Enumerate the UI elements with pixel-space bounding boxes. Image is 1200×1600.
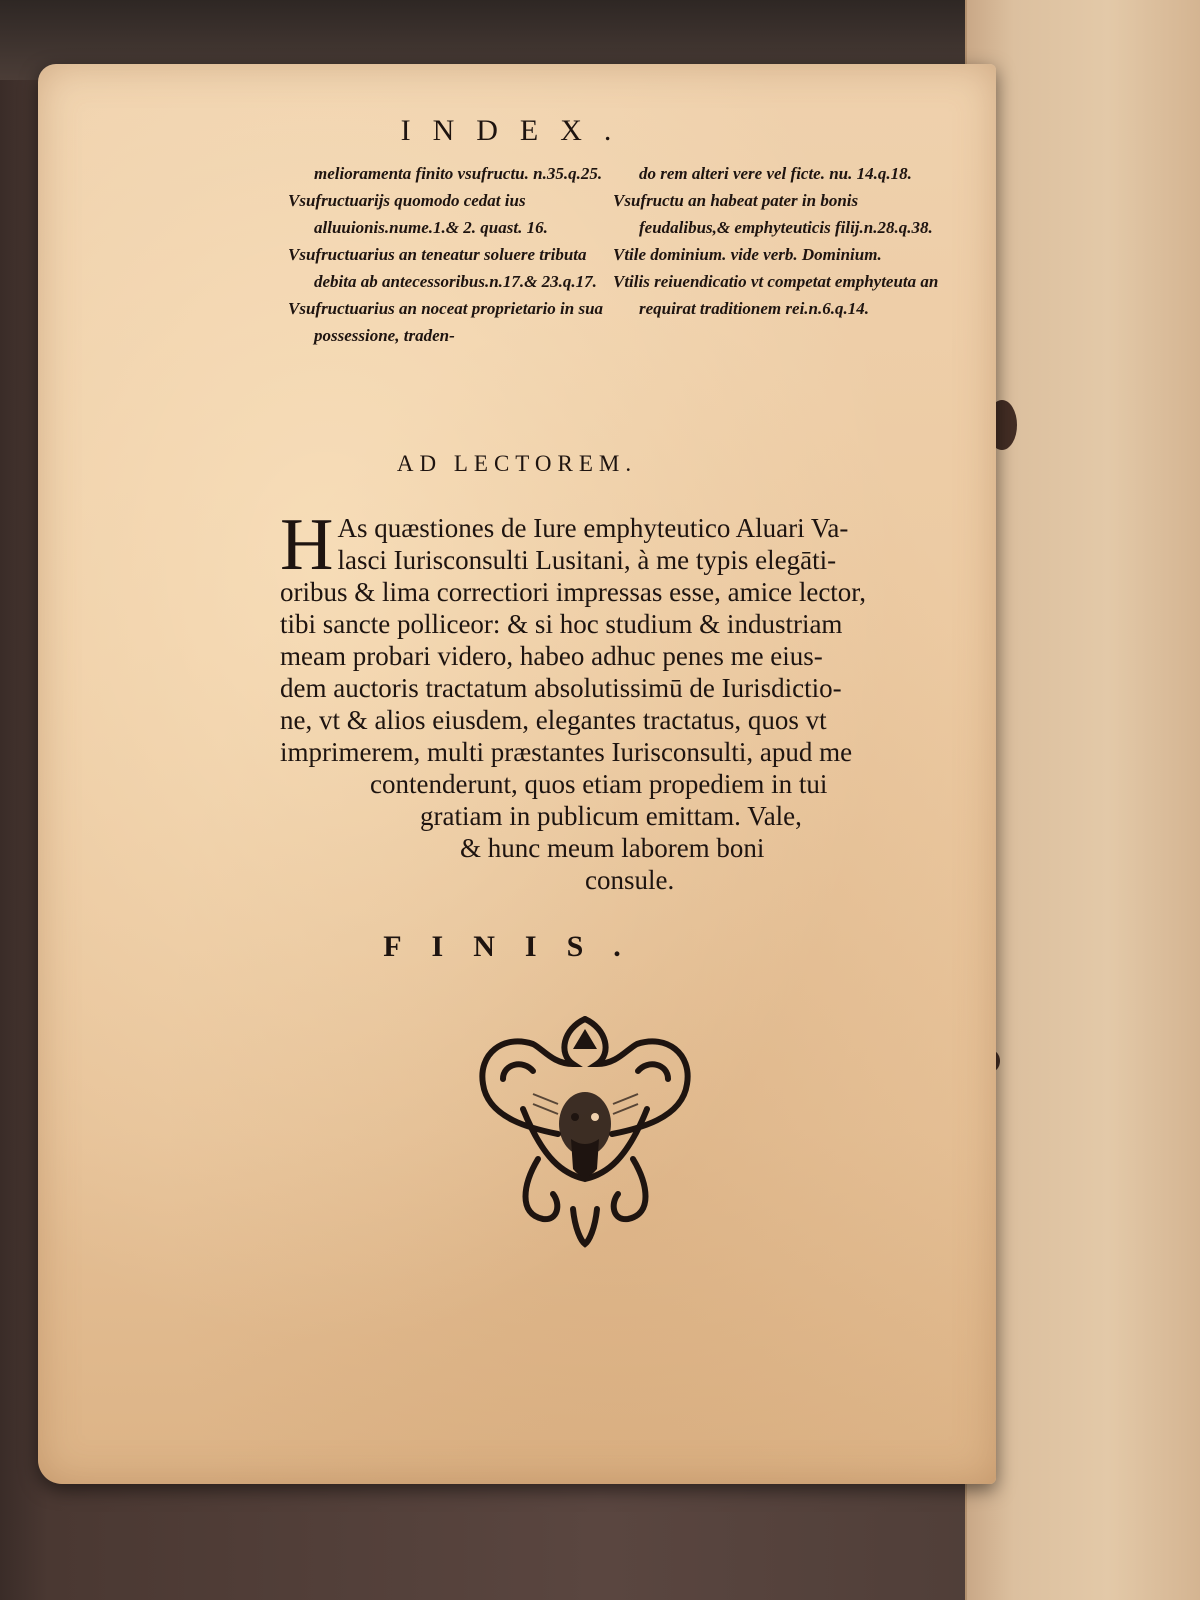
body-line: consule. xyxy=(585,865,675,895)
body-line: lasci Iurisconsulti Lusitani, à me typis elegāti- xyxy=(337,545,837,575)
book-page xyxy=(38,64,996,1484)
lector-heading: AD LECTOREM. xyxy=(396,451,638,476)
body-line: tibi sancte polliceor: & si hoc studium & industriam xyxy=(280,609,843,639)
index-entry: melioramenta finito vsufructu. n.35.q.25. xyxy=(314,164,603,183)
index-entry: do rem alteri vere vel ficte. nu. 14.q.18. xyxy=(639,164,912,183)
index-entry: Vtile dominium. vide verb. Dominium. xyxy=(613,245,882,264)
index-entry: Vsufructuarijs quomodo cedat ius alluuionis.nume.1.& 2. quast. 16. xyxy=(288,191,548,237)
finis-heading: FINIS. xyxy=(383,930,651,963)
index-right-column xyxy=(613,160,943,322)
body-line: ne, vt & alios eiusdem, elegantes tractatus, quos vt xyxy=(280,705,827,735)
index-entry: Vtilis reiuendicatio vt competat emphyteuta an requirat traditionem rei.n.6.q.14. xyxy=(613,272,939,318)
body-line: contenderunt, quos etiam propediem in tui xyxy=(370,769,828,799)
facing-page-edge xyxy=(965,0,1200,1600)
index-entry: Vsufructuarius an noceat proprietario in sua possessione, traden- xyxy=(288,299,604,345)
grotesque-mask-ornament-icon xyxy=(463,1009,708,1249)
body-line: imprimerem, multi præstantes Iurisconsulti, apud me xyxy=(280,737,853,767)
index-entry: Vsufructu an habeat pater in bonis feudalibus,& emphyteuticis filij.n.28.q.38. xyxy=(613,191,933,237)
index-heading: INDEX. xyxy=(400,114,634,147)
body-line: meam probari videro, habeo adhuc penes me eius- xyxy=(280,641,823,671)
body-line: oribus & lima correctiori impressas esse, amice lector, xyxy=(280,577,866,607)
drop-capital: H xyxy=(280,504,334,586)
body-line: gratiam in publicum emittam. Vale, xyxy=(420,801,802,831)
body-line: & hunc meum laborem boni xyxy=(460,833,765,863)
lector-body xyxy=(280,504,980,896)
body-line: As quæstiones de Iure emphyteutico Aluari Va- xyxy=(337,513,849,543)
body-line: dem auctoris tractatum absolutissimū de Iurisdictio- xyxy=(280,673,842,703)
index-entry: Vsufructuarius an teneatur soluere tributa debita ab antecessoribus.n.17.& 23.q.17. xyxy=(288,245,597,291)
index-left-column xyxy=(288,160,608,349)
